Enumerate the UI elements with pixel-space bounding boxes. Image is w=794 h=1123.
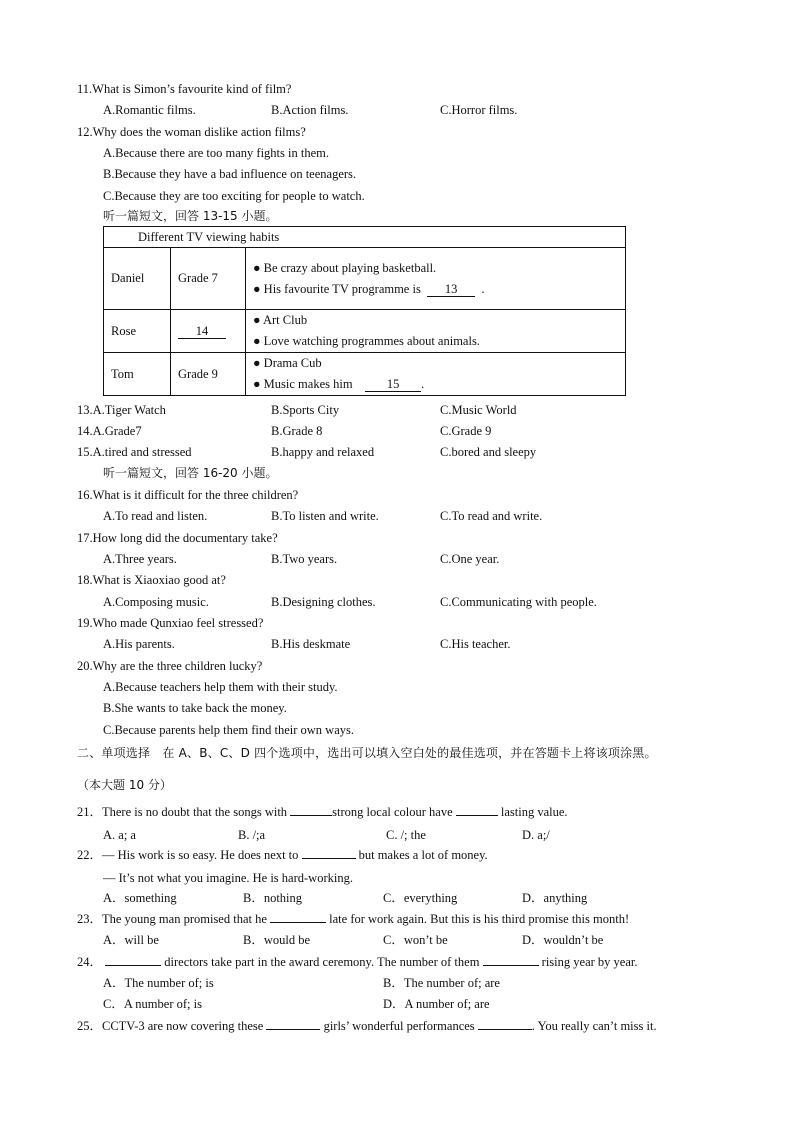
blank: [290, 815, 332, 816]
q18-option-c: C.Communicating with people.: [440, 595, 597, 609]
q19-question: 19.Who made Qunxiao feel stressed?: [77, 616, 264, 630]
q21-question: 21．There is no doubt that the songs with strong local colour have lasting value.: [77, 805, 568, 819]
blank: [302, 858, 356, 859]
q23-option-a: A．will be: [103, 933, 159, 947]
q13-option-b: B.Sports City: [271, 403, 340, 417]
q19-option-a: A.His parents.: [103, 637, 175, 651]
q23-question: 23．The young man promised that he late for work again. But this is his third promise this month!: [77, 912, 630, 926]
row-bullet: ● His favourite TV programme is 13 .: [253, 281, 485, 296]
q11-option-c: C.Horror films.: [440, 103, 518, 117]
blank-14: 14: [178, 324, 226, 339]
q11-question: 11.What is Simon’s favourite kind of film?: [77, 82, 292, 96]
q11-option-b: B.Action films.: [271, 103, 349, 117]
q12-option-a: A.Because there are too many fights in them.: [103, 146, 329, 160]
q18-question: 18.What is Xiaoxiao good at?: [77, 573, 226, 587]
row-bullet: ● Drama Cub: [253, 356, 322, 370]
q22-option-a: A．something: [103, 891, 177, 905]
q22-option-c: C．everything: [383, 891, 458, 905]
row-grade: Grade 7: [171, 248, 246, 310]
q24-option-c: C．A number of; is: [103, 997, 202, 1011]
q24-question: 24． directors take part in the award ceremony. The number of them rising year by year.: [77, 955, 638, 969]
q19-option-c: C.His teacher.: [440, 637, 511, 651]
q22-reply: — It’s not what you imagine. He is hard-working.: [103, 871, 353, 885]
q12-option-b: B.Because they have a bad influence on teenagers.: [103, 167, 357, 181]
q22-option-d: D．anything: [522, 891, 588, 905]
q17-option-c: C.One year.: [440, 552, 500, 566]
section-16-20-heading: 听一篇短文，回答 16-20 小题。: [103, 466, 278, 480]
q13-option-c: C.Music World: [440, 403, 517, 417]
q16-option-c: C.To read and write.: [440, 509, 543, 523]
table-row: [104, 310, 626, 353]
q24-option-b: B．The number of; are: [383, 976, 500, 990]
blank-13: 13: [427, 282, 475, 297]
q21-option-d: D. a;/: [522, 828, 550, 842]
q24-option-a: A．The number of; is: [103, 976, 214, 990]
q14-option-b: B.Grade 8: [271, 424, 323, 438]
q20-option-a: A.Because teachers help them with their study.: [103, 680, 338, 694]
q12-question: 12.Why does the woman dislike action films?: [77, 125, 306, 139]
q19-option-b: B.His deskmate: [271, 637, 351, 651]
blank: [478, 1029, 532, 1030]
q24-option-d: D．A number of; are: [383, 997, 490, 1011]
part2-score: （本大题 10 分）: [77, 778, 172, 792]
q17-question: 17.How long did the documentary take?: [77, 531, 278, 545]
q20-option-b: B.She wants to take back the money.: [103, 701, 287, 715]
row-name: Daniel: [104, 248, 171, 310]
row-grade: Grade 9: [171, 353, 246, 396]
q16-question: 16.What is it difficult for the three children?: [77, 488, 299, 502]
q20-option-c: C.Because parents help them find their own ways.: [103, 723, 354, 737]
q16-option-a: A.To read and listen.: [103, 509, 208, 523]
blank: [105, 965, 161, 966]
q21-option-c: C. /; the: [386, 828, 426, 842]
q18-option-a: A.Composing music.: [103, 595, 209, 609]
blank: [483, 965, 539, 966]
row-bullet: ● Love watching programmes about animals.: [253, 334, 480, 348]
blank: [456, 815, 498, 816]
row-name: Rose: [104, 310, 171, 353]
q21-option-a: A. a; a: [103, 828, 136, 842]
q25-question: 25．CCTV-3 are now covering these girls’ wonderful performances . You really can’t miss it.: [77, 1019, 657, 1033]
blank: [266, 1029, 320, 1030]
row-bullet: ● Music makes him 15 .: [253, 377, 425, 391]
q23-option-d: D．wouldn’t be: [522, 933, 604, 947]
q16-option-b: B.To listen and write.: [271, 509, 379, 523]
row-bullet: ● Be crazy about playing basketball.: [253, 260, 437, 275]
table-title: Different TV viewing habits: [104, 227, 626, 248]
q17-option-a: A.Three years.: [103, 552, 177, 566]
blank-15: 15: [365, 377, 421, 392]
q15-option-a: 15.A.tired and stressed: [77, 445, 192, 459]
q12-option-c: C.Because they are too exciting for people to watch.: [103, 189, 365, 203]
q18-option-b: B.Designing clothes.: [271, 595, 376, 609]
q13-option-a: 13.A.Tiger Watch: [77, 403, 166, 417]
q20-question: 20.Why are the three children lucky?: [77, 659, 263, 673]
table-row: [104, 353, 626, 396]
section-13-15-heading: 听一篇短文，回答 13-15 小题。: [103, 209, 278, 223]
row-bullet: ● Art Club: [253, 313, 308, 327]
table-row: [104, 248, 626, 310]
q14-option-a: 14.A.Grade7: [77, 424, 142, 438]
q23-option-b: B．would be: [243, 933, 311, 947]
q15-option-c: C.bored and sleepy: [440, 445, 537, 459]
q17-option-b: B.Two years.: [271, 552, 338, 566]
blank: [270, 922, 326, 923]
q23-option-c: C．won’t be: [383, 933, 448, 947]
q15-option-b: B.happy and relaxed: [271, 445, 375, 459]
part2-heading: 二、单项选择 在 A、B、C、D 四个选项中，选出可以填入空白处的最佳选项，并在答题卡上将该项涂黑。: [77, 746, 657, 760]
q22-question: 22．— His work is so easy. He does next to but makes a lot of money.: [77, 848, 488, 862]
q11-option-a: A.Romantic films.: [103, 103, 196, 117]
q14-option-c: C.Grade 9: [440, 424, 492, 438]
q21-option-b: B. /;a: [238, 828, 266, 842]
row-name: Tom: [104, 353, 171, 396]
tv-habits-table: [103, 226, 626, 396]
q22-option-b: B．nothing: [243, 891, 303, 905]
